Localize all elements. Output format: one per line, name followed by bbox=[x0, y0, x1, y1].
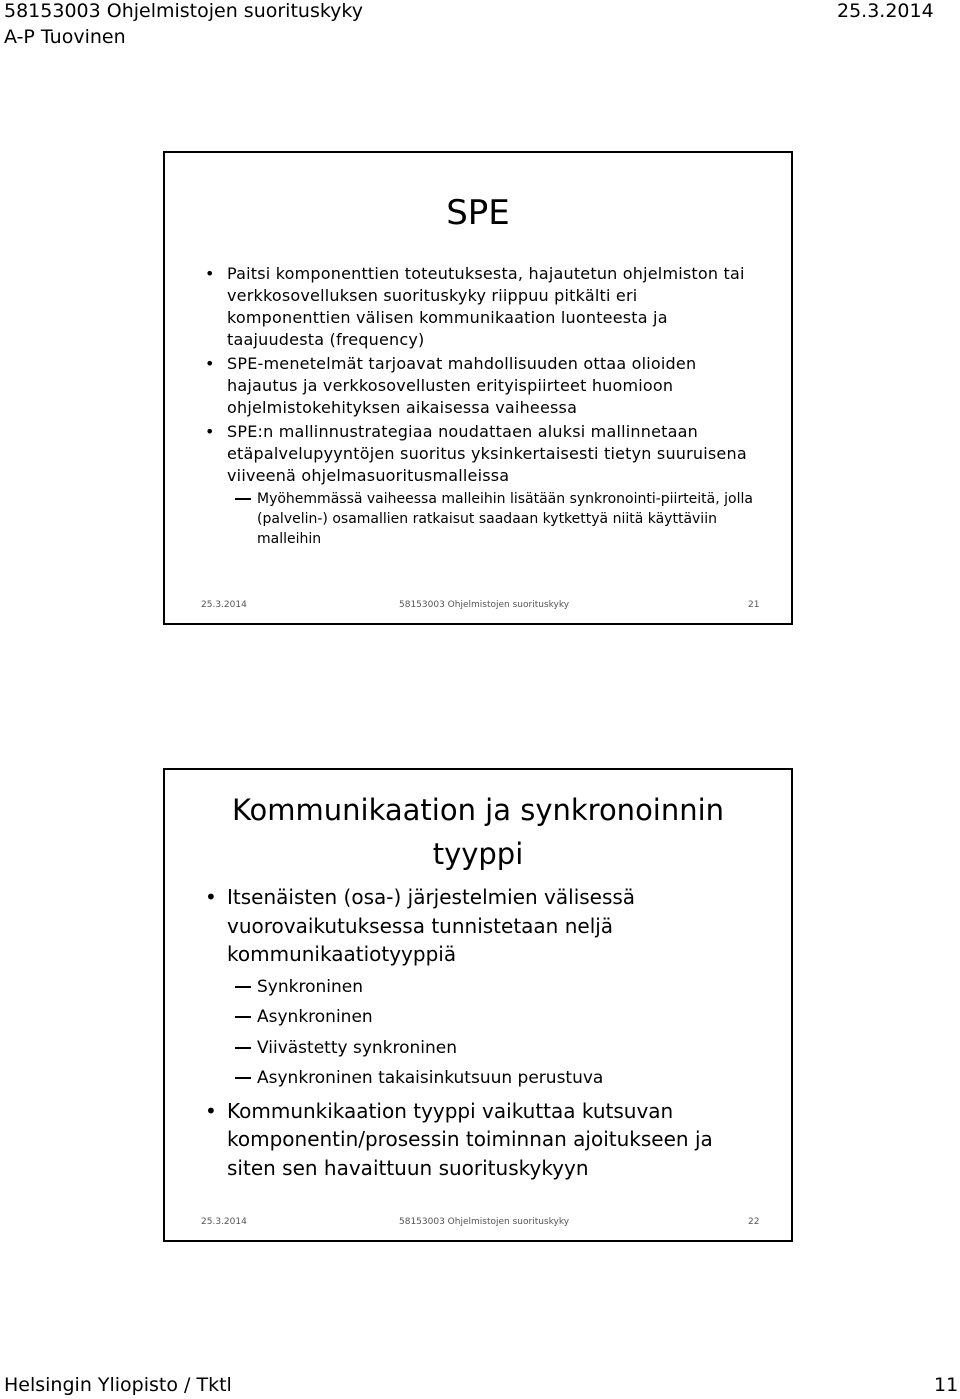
slide-title-line: tyyppi bbox=[432, 837, 524, 871]
sub-bullet-item: Synkroninen bbox=[205, 975, 763, 999]
slide-22 bbox=[163, 768, 793, 1242]
sub-bullet-item: Viivästetty synkroninen bbox=[205, 1036, 763, 1060]
slide-content bbox=[205, 883, 763, 1182]
bullet-item: • Kommunkikaation tyyppi vaikuttaa kutsuvan komponentin/prosessin toiminnan ajoitukseen ja siten sen havaittuun suorituskykyyn bbox=[205, 1097, 763, 1183]
bullet-item: • SPE:n mallinnustrategiaa noudattaen aluksi mallinnetaan etäpalvelupyyntöjen suoritus yksinkertaisesti tietyn suuruisena viiveenä ohjelmasuoritusmalleissa bbox=[205, 421, 763, 487]
bullet-item: • SPE-menetelmät tarjoavat mahdollisuuden ottaa olioiden hajautus ja verkkosovellusten erityispiirteet huomioon ohjelmistokehityksen aikaisessa vaiheessa bbox=[205, 353, 763, 419]
slide-title bbox=[165, 788, 791, 876]
slide-footer-course: 58153003 Ohjelmistojen suorituskyky bbox=[399, 600, 570, 610]
slide-footer-course: 58153003 Ohjelmistojen suorituskyky bbox=[399, 1217, 570, 1227]
page-footer-institution: Helsingin Yliopisto / Tktl bbox=[4, 1374, 232, 1396]
page-header-course: 58153003 Ohjelmistojen suorituskyky bbox=[4, 0, 363, 22]
slide-21 bbox=[163, 151, 793, 625]
slide-footer-page: 22 bbox=[748, 1217, 760, 1227]
page-footer-page-number: 11 bbox=[934, 1374, 959, 1396]
slide-footer-date: 25.3.2014 bbox=[201, 1217, 247, 1227]
slide-footer-page: 21 bbox=[748, 600, 760, 610]
slide-content bbox=[205, 263, 763, 549]
slide-footer-date: 25.3.2014 bbox=[201, 600, 247, 610]
sub-bullet-item: Myöhemmässä vaiheessa malleihin lisätään synkronointi-piirteitä, jolla (palvelin-) osamallien ratkaisut saadaan kytkettyä niitä käyttäviin malleihin bbox=[205, 489, 763, 549]
slide-title-line: Kommunikaation ja synkronoinnin bbox=[231, 793, 725, 827]
page-header-author: A-P Tuovinen bbox=[4, 26, 126, 48]
sub-bullet-item: Asynkroninen takaisinkutsuun perustuva bbox=[205, 1066, 763, 1090]
page-header-date: 25.3.2014 bbox=[837, 0, 934, 22]
slide-title: SPE bbox=[446, 193, 510, 233]
bullet-item: • Paitsi komponenttien toteutuksesta, hajautetun ohjelmiston tai verkkosovelluksen suorituskyky riippuu pitkälti eri komponenttien välisen kommunikaation luonteesta ja taajuudesta (frequency) bbox=[205, 263, 763, 351]
sub-bullet-item: Asynkroninen bbox=[205, 1005, 763, 1029]
bullet-item: • Itsenäisten (osa-) järjestelmien välisessä vuorovaikutuksessa tunnistetaan neljä kommunikaatiotyyppiä bbox=[205, 883, 763, 969]
